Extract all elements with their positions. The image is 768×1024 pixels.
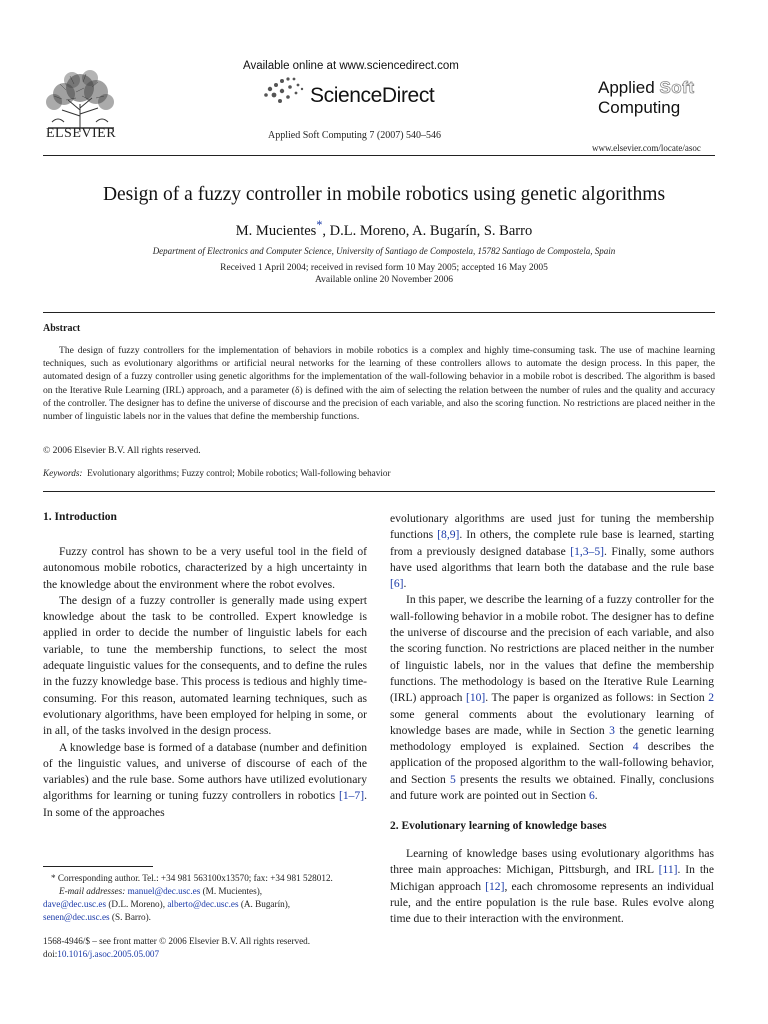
author-first: M. Mucientes — [235, 222, 317, 239]
section-link[interactable]: 3 — [609, 723, 615, 737]
section-1-heading: 1. Introduction — [43, 511, 117, 523]
text-run: . Finally, some authors have used algorithms that learn both the database and the rule base — [390, 544, 714, 574]
right-paragraph-1 — [390, 511, 714, 592]
text-run: In this paper, we describe the learning of a fuzzy controller for the wall-following behavior in a mobile robot. The designer has to define the universe of discourse and the precision of each variable, and also the scoring function. No restrictions are placed neither in the number of linguistic labels, nor in the values that define the membership functions. The methodology is based on the Iterative Rule Learning (IRL) approach — [390, 593, 714, 705]
email-owner: (M. Mucientes), — [200, 886, 263, 896]
issn-doi-block — [43, 935, 310, 961]
intro-paragraph-1: Fuzzy control has shown to be a very useful tool in the field of autonomous mobile robotics, characterized by a high uncertainty in the knowledge about the environment where the robot evolves. — [43, 545, 367, 591]
section-2-heading: 2. Evolutionary learning of knowledge bases — [390, 820, 607, 832]
citation-link[interactable]: [8,9] — [437, 528, 460, 542]
keywords-label: Keywords: — [43, 468, 83, 478]
email-label: E-mail addresses: — [59, 886, 128, 896]
publisher-name: ELSEVIER — [45, 126, 117, 141]
abstract-heading: Abstract — [43, 323, 81, 334]
email-owner: (D.L. Moreno), — [106, 899, 168, 909]
issn-line: 1568-4946/$ – see front matter © 2006 Elsevier B.V. All rights reserved. — [43, 936, 311, 946]
email-line-3 — [43, 911, 373, 924]
keywords-list: Evolutionary algorithms; Fuzzy control; Mobile robotics; Wall-following behavior — [87, 468, 391, 478]
section-link[interactable]: 5 — [450, 772, 456, 786]
journal-reference: Applied Soft Computing 7 (2007) 540–546 — [268, 130, 442, 141]
text-run: , each chromosome represents an individual rule, and the entire population is the rule base. Rules evolve along time due to their interaction with the environment. — [390, 879, 714, 926]
section-link[interactable]: 6 — [588, 789, 595, 803]
text-run: . In some of the approaches — [43, 789, 367, 819]
abstract-top-rule — [43, 312, 715, 313]
footnotes — [43, 872, 373, 924]
citation-link[interactable]: [10] — [465, 691, 486, 705]
doi-link[interactable]: 10.1016/j.asoc.2005.05.007 — [57, 949, 160, 959]
citation-link[interactable]: [1–7] — [338, 789, 365, 803]
journal-url[interactable]: www.elsevier.com/locate/asoc — [592, 143, 701, 153]
email-owner: (A. Bugarín), — [238, 899, 291, 909]
sciencedirect-dots-icon — [262, 75, 312, 105]
section-2-paragraph-1 — [390, 846, 714, 927]
citation-link[interactable]: [6] — [390, 577, 404, 591]
email-line-1 — [43, 885, 373, 898]
section-link[interactable]: 2 — [708, 691, 714, 705]
intro-paragraph-3 — [43, 740, 367, 821]
email-line-2 — [43, 898, 373, 911]
corresponding-author-marker[interactable]: * — [316, 218, 323, 232]
abstract-body — [43, 344, 715, 423]
citation-link[interactable]: [11] — [658, 863, 678, 877]
email-link[interactable]: senen@dec.usc.es — [43, 912, 110, 922]
right-column — [390, 511, 714, 804]
text-run: . — [594, 789, 598, 803]
received-dates: Received 1 April 2004; received in revised form 10 May 2005; accepted 16 May 2005 — [220, 263, 548, 273]
section-link[interactable]: 4 — [632, 740, 639, 754]
text-run: describes the application of the proposed algorithm to the wall-following behavior, and Section — [390, 740, 714, 786]
article-title: Design of a fuzzy controller in mobile robotics using genetic algorithms — [102, 184, 666, 205]
journal-logo-soft: Soft — [659, 78, 695, 97]
doi-label: doi: — [43, 949, 58, 959]
abstract-copyright: © 2006 Elsevier B.V. All rights reserved. — [43, 445, 201, 456]
text-run: evolutionary algorithms are used just for tuning the membership functions — [390, 512, 714, 542]
journal-logo-applied: Applied — [598, 78, 660, 97]
journal-logo — [598, 78, 694, 118]
journal-logo-computing: Computing — [598, 98, 681, 117]
author-list — [0, 218, 768, 240]
keywords — [43, 468, 391, 478]
header-rule — [43, 155, 715, 156]
abstract-bottom-rule — [43, 491, 715, 492]
citation-link[interactable]: [12] — [485, 879, 505, 893]
text-run: . In the Michigan approach — [390, 863, 714, 893]
text-run: presents the results we obtained. Finally, conclusions and future work are pointed out in Section — [390, 772, 714, 803]
section-2-body — [390, 846, 714, 927]
text-run: the genetic learning methodology employed is explained. Section — [390, 723, 714, 754]
left-column — [43, 544, 367, 821]
footnote-rule — [43, 866, 153, 867]
text-run: . The paper is organized as follows: in Section — [485, 691, 709, 705]
online-date: Available online 20 November 2006 — [314, 275, 454, 285]
text-run: . — [403, 577, 407, 591]
email-link[interactable]: manuel@dec.usc.es — [127, 886, 201, 896]
text-run: . In others, the complete rule base is learned, starting from a previously designed database — [390, 528, 714, 558]
email-link[interactable]: dave@dec.usc.es — [43, 899, 107, 909]
email-owner: (S. Barro). — [109, 912, 151, 922]
right-paragraph-2 — [390, 592, 714, 804]
author-rest: , D.L. Moreno, A. Bugarín, S. Barro — [322, 222, 533, 239]
text-run: A knowledge base is formed of a database (number and definition of the linguistic values, and universe of discourse of each of the variables) and the rule base. Some authors have utilized evolutionary algorithms for learning or tuning fuzzy controllers in robotics — [43, 740, 367, 803]
affiliation: Department of Electronics and Computer Science, University of Santiago de Compostela, 15782 Santiago de Compostela, Spain — [152, 246, 616, 256]
text-run: Learning of knowledge bases using evolutionary algorithms has three main approaches: Michigan, Pittsburgh, and IRL — [390, 847, 714, 877]
text-run: some general comments about the evolutionary learning of knowledge bases are made, while in Section — [390, 707, 714, 737]
intro-paragraph-2: The design of a fuzzy controller is generally made using expert knowledge about the task to be controlled. Expert knowledge is applied in order to decide the number of linguistic labels for each variable, to tune the membership functions, to select the most adequate linguistic values for the consequents, and to define the rules in the fuzzy knowledge base. This process is tedious and highly time-consuming. For this reason, automated learning techniques, such as evolutionary algorithms, have been employed for helping in some, or in all, of the tasks involved in the design process. — [43, 593, 367, 738]
email-link[interactable]: alberto@dec.usc.es — [167, 899, 239, 909]
corresponding-author-note: * Corresponding author. Tel.: +34 981 563100x13570; fax: +34 981 528012. — [51, 873, 333, 883]
available-online-text: Available online at www.sciencedirect.com — [243, 60, 459, 72]
doi-line — [43, 948, 310, 961]
sciencedirect-logo-text: ScienceDirect — [310, 84, 435, 107]
abstract-text: The design of fuzzy controllers for the implementation of behaviors in mobile robotics is a complex and highly time-consuming task. The use of machine learning techniques, such as evolutionary algorithms or artificial neural networks for the learning of these controllers allows to automate the design process. In this paper, the automated design of a fuzzy controller using genetic algorithms for the implementation of the wall-following behavior in a mobile robot is described. The algorithm is based on the Iterative Rule Learning (IRL) approach, and a parameter (δ) is defined with the aim of selecting the relation between the number of rules and the quality and accuracy of the controller. The designer has to define the universe of discourse and the precision of each variable, and also the scoring function. No restrictions are placed neither in the number of linguistic labels nor in the values that define the membership functions. — [43, 345, 715, 423]
citation-link[interactable]: [1,3–5] — [570, 544, 605, 558]
